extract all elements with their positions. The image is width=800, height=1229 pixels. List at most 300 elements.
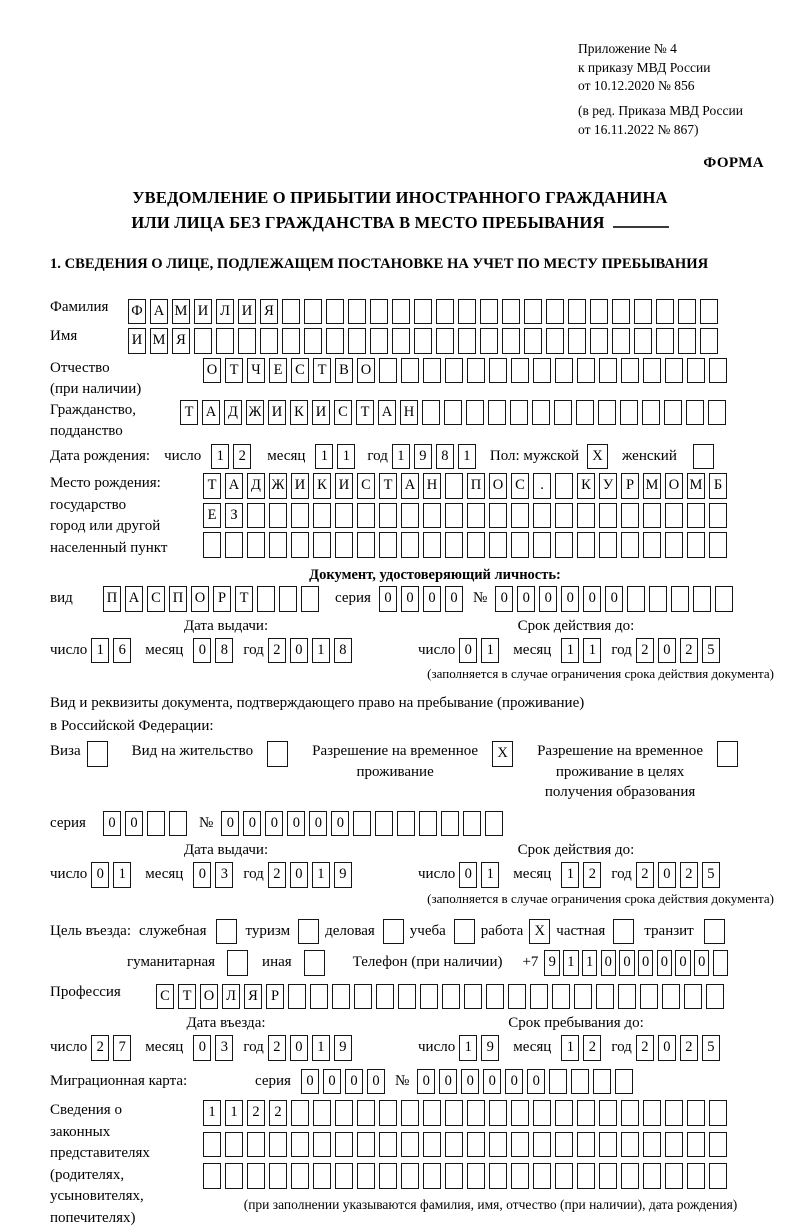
char-cell[interactable] bbox=[441, 811, 459, 837]
char-cell[interactable] bbox=[313, 503, 331, 529]
char-cell[interactable] bbox=[599, 358, 617, 384]
char-cell[interactable] bbox=[247, 1163, 265, 1189]
char-cell[interactable] bbox=[335, 1100, 353, 1126]
char-cell[interactable] bbox=[577, 358, 595, 384]
char-cell[interactable] bbox=[486, 984, 504, 1010]
char-cell[interactable] bbox=[376, 984, 394, 1010]
char-cell[interactable] bbox=[260, 328, 278, 354]
char-cell[interactable] bbox=[467, 1100, 485, 1126]
char-cell[interactable]: С bbox=[156, 984, 174, 1010]
char-cell[interactable] bbox=[598, 400, 616, 426]
char-cell[interactable] bbox=[665, 358, 683, 384]
char-cell[interactable] bbox=[436, 328, 454, 354]
char-cell[interactable] bbox=[555, 503, 573, 529]
char-cell[interactable]: М bbox=[687, 473, 705, 499]
char-cell[interactable]: С bbox=[511, 473, 529, 499]
char-cell[interactable] bbox=[467, 503, 485, 529]
char-cell[interactable]: 0 bbox=[287, 811, 305, 837]
purpose-official-checkbox[interactable] bbox=[216, 919, 237, 945]
char-cell[interactable]: 0 bbox=[301, 1069, 319, 1095]
purpose-tourism-checkbox[interactable] bbox=[298, 919, 319, 945]
char-cell[interactable]: 0 bbox=[331, 811, 349, 837]
char-cell[interactable]: Д bbox=[247, 473, 265, 499]
char-cell[interactable]: 5 bbox=[702, 638, 720, 664]
char-cell[interactable] bbox=[687, 1163, 705, 1189]
char-cell[interactable]: 1 bbox=[315, 444, 333, 470]
char-cell[interactable]: 1 bbox=[312, 862, 330, 888]
char-cell[interactable]: Н bbox=[400, 400, 418, 426]
char-cell[interactable] bbox=[665, 503, 683, 529]
char-cell[interactable]: 0 bbox=[561, 586, 579, 612]
char-cell[interactable] bbox=[599, 1163, 617, 1189]
char-cell[interactable] bbox=[643, 358, 661, 384]
char-cell[interactable] bbox=[269, 532, 287, 558]
char-cell[interactable] bbox=[577, 1132, 595, 1158]
char-cell[interactable] bbox=[375, 811, 393, 837]
char-cell[interactable]: 0 bbox=[417, 1069, 435, 1095]
char-cell[interactable]: 6 bbox=[113, 638, 131, 664]
char-cell[interactable]: Ф bbox=[128, 299, 146, 325]
char-cell[interactable]: 0 bbox=[483, 1069, 501, 1095]
char-cell[interactable]: 0 bbox=[527, 1069, 545, 1095]
char-cell[interactable]: 0 bbox=[675, 950, 691, 976]
char-cell[interactable] bbox=[458, 299, 476, 325]
char-cell[interactable] bbox=[313, 532, 331, 558]
char-cell[interactable] bbox=[379, 1163, 397, 1189]
char-cell[interactable]: И bbox=[291, 473, 309, 499]
char-cell[interactable] bbox=[590, 328, 608, 354]
char-cell[interactable]: О bbox=[489, 473, 507, 499]
char-cell[interactable]: 0 bbox=[193, 1035, 211, 1061]
char-cell[interactable]: 2 bbox=[268, 1035, 286, 1061]
char-cell[interactable] bbox=[511, 1132, 529, 1158]
char-cell[interactable] bbox=[423, 358, 441, 384]
char-cell[interactable] bbox=[291, 1163, 309, 1189]
char-cell[interactable] bbox=[621, 532, 639, 558]
char-cell[interactable] bbox=[489, 503, 507, 529]
char-cell[interactable] bbox=[445, 1163, 463, 1189]
char-cell[interactable] bbox=[511, 358, 529, 384]
char-cell[interactable]: А bbox=[202, 400, 220, 426]
char-cell[interactable] bbox=[194, 328, 212, 354]
char-cell[interactable] bbox=[643, 1100, 661, 1126]
char-cell[interactable]: 0 bbox=[345, 1069, 363, 1095]
char-cell[interactable] bbox=[225, 1163, 243, 1189]
char-cell[interactable] bbox=[203, 1132, 221, 1158]
char-cell[interactable]: 1 bbox=[582, 950, 598, 976]
char-cell[interactable] bbox=[466, 400, 484, 426]
char-cell[interactable] bbox=[423, 1132, 441, 1158]
char-cell[interactable] bbox=[700, 299, 718, 325]
char-cell[interactable]: У bbox=[599, 473, 617, 499]
char-cell[interactable]: 0 bbox=[265, 811, 283, 837]
char-cell[interactable]: Т bbox=[379, 473, 397, 499]
char-cell[interactable] bbox=[621, 358, 639, 384]
char-cell[interactable]: 0 bbox=[379, 586, 397, 612]
char-cell[interactable]: 0 bbox=[694, 950, 710, 976]
char-cell[interactable]: И bbox=[194, 299, 212, 325]
char-cell[interactable] bbox=[502, 328, 520, 354]
char-cell[interactable]: 1 bbox=[203, 1100, 221, 1126]
char-cell[interactable] bbox=[533, 532, 551, 558]
char-cell[interactable] bbox=[555, 1132, 573, 1158]
char-cell[interactable]: 8 bbox=[334, 638, 352, 664]
char-cell[interactable]: 0 bbox=[658, 1035, 676, 1061]
purpose-transit-checkbox[interactable] bbox=[704, 919, 725, 945]
char-cell[interactable]: Т bbox=[235, 586, 253, 612]
char-cell[interactable] bbox=[709, 358, 727, 384]
char-cell[interactable]: И bbox=[268, 400, 286, 426]
char-cell[interactable]: 1 bbox=[392, 444, 410, 470]
char-cell[interactable] bbox=[489, 1163, 507, 1189]
char-cell[interactable] bbox=[423, 532, 441, 558]
char-cell[interactable]: 0 bbox=[309, 811, 327, 837]
char-cell[interactable] bbox=[489, 358, 507, 384]
char-cell[interactable] bbox=[577, 532, 595, 558]
char-cell[interactable]: 9 bbox=[334, 862, 352, 888]
char-cell[interactable] bbox=[533, 503, 551, 529]
char-cell[interactable] bbox=[313, 1132, 331, 1158]
char-cell[interactable]: П bbox=[467, 473, 485, 499]
char-cell[interactable] bbox=[354, 984, 372, 1010]
char-cell[interactable] bbox=[282, 328, 300, 354]
char-cell[interactable] bbox=[401, 1132, 419, 1158]
char-cell[interactable] bbox=[247, 503, 265, 529]
char-cell[interactable] bbox=[533, 1132, 551, 1158]
char-cell[interactable]: 1 bbox=[583, 638, 601, 664]
char-cell[interactable] bbox=[203, 1163, 221, 1189]
char-cell[interactable] bbox=[301, 586, 319, 612]
char-cell[interactable] bbox=[401, 358, 419, 384]
char-cell[interactable] bbox=[401, 532, 419, 558]
char-cell[interactable]: 0 bbox=[290, 1035, 308, 1061]
char-cell[interactable] bbox=[489, 1132, 507, 1158]
char-cell[interactable]: 0 bbox=[495, 586, 513, 612]
char-cell[interactable] bbox=[555, 532, 573, 558]
char-cell[interactable] bbox=[357, 1132, 375, 1158]
char-cell[interactable] bbox=[422, 400, 440, 426]
char-cell[interactable] bbox=[313, 1163, 331, 1189]
visa-checkbox[interactable] bbox=[87, 741, 108, 767]
char-cell[interactable]: Л bbox=[216, 299, 234, 325]
char-cell[interactable] bbox=[463, 811, 481, 837]
char-cell[interactable]: 2 bbox=[680, 862, 698, 888]
char-cell[interactable] bbox=[335, 1132, 353, 1158]
char-cell[interactable] bbox=[593, 1069, 611, 1095]
char-cell[interactable]: 1 bbox=[561, 1035, 579, 1061]
char-cell[interactable] bbox=[357, 1100, 375, 1126]
char-cell[interactable]: 0 bbox=[638, 950, 654, 976]
char-cell[interactable] bbox=[510, 400, 528, 426]
char-cell[interactable] bbox=[643, 503, 661, 529]
char-cell[interactable] bbox=[203, 532, 221, 558]
char-cell[interactable]: Т bbox=[313, 358, 331, 384]
char-cell[interactable]: О bbox=[203, 358, 221, 384]
char-cell[interactable]: 0 bbox=[459, 638, 477, 664]
char-cell[interactable] bbox=[423, 1163, 441, 1189]
char-cell[interactable]: З bbox=[225, 503, 243, 529]
char-cell[interactable] bbox=[445, 358, 463, 384]
char-cell[interactable] bbox=[257, 586, 275, 612]
char-cell[interactable] bbox=[546, 299, 564, 325]
temp-residence-education-checkbox[interactable] bbox=[717, 741, 738, 767]
char-cell[interactable] bbox=[436, 299, 454, 325]
char-cell[interactable] bbox=[169, 811, 187, 837]
char-cell[interactable] bbox=[423, 1100, 441, 1126]
char-cell[interactable]: 0 bbox=[193, 638, 211, 664]
purpose-study-checkbox[interactable] bbox=[454, 919, 475, 945]
char-cell[interactable] bbox=[379, 1100, 397, 1126]
char-cell[interactable] bbox=[576, 400, 594, 426]
char-cell[interactable] bbox=[511, 503, 529, 529]
char-cell[interactable] bbox=[397, 811, 415, 837]
char-cell[interactable] bbox=[288, 984, 306, 1010]
char-cell[interactable] bbox=[392, 299, 410, 325]
char-cell[interactable] bbox=[419, 811, 437, 837]
char-cell[interactable] bbox=[642, 400, 660, 426]
char-cell[interactable] bbox=[621, 1132, 639, 1158]
char-cell[interactable] bbox=[502, 299, 520, 325]
char-cell[interactable]: П bbox=[103, 586, 121, 612]
char-cell[interactable] bbox=[664, 400, 682, 426]
char-cell[interactable]: 0 bbox=[445, 586, 463, 612]
char-cell[interactable] bbox=[379, 358, 397, 384]
char-cell[interactable] bbox=[687, 358, 705, 384]
char-cell[interactable]: И bbox=[128, 328, 146, 354]
char-cell[interactable]: 0 bbox=[605, 586, 623, 612]
char-cell[interactable] bbox=[555, 358, 573, 384]
char-cell[interactable]: 1 bbox=[312, 1035, 330, 1061]
char-cell[interactable] bbox=[530, 984, 548, 1010]
char-cell[interactable] bbox=[442, 984, 460, 1010]
char-cell[interactable] bbox=[313, 1100, 331, 1126]
char-cell[interactable]: Т bbox=[356, 400, 374, 426]
char-cell[interactable]: 0 bbox=[193, 862, 211, 888]
char-cell[interactable] bbox=[634, 328, 652, 354]
char-cell[interactable]: 2 bbox=[247, 1100, 265, 1126]
char-cell[interactable] bbox=[686, 400, 704, 426]
char-cell[interactable]: О bbox=[357, 358, 375, 384]
char-cell[interactable]: 0 bbox=[517, 586, 535, 612]
char-cell[interactable]: Я bbox=[244, 984, 262, 1010]
char-cell[interactable] bbox=[348, 328, 366, 354]
char-cell[interactable] bbox=[643, 1132, 661, 1158]
char-cell[interactable]: 0 bbox=[658, 862, 676, 888]
char-cell[interactable] bbox=[599, 532, 617, 558]
char-cell[interactable]: Т bbox=[180, 400, 198, 426]
char-cell[interactable] bbox=[423, 503, 441, 529]
char-cell[interactable]: 0 bbox=[103, 811, 121, 837]
char-cell[interactable]: Р bbox=[266, 984, 284, 1010]
char-cell[interactable]: 0 bbox=[619, 950, 635, 976]
char-cell[interactable] bbox=[370, 328, 388, 354]
char-cell[interactable] bbox=[662, 984, 680, 1010]
char-cell[interactable]: 1 bbox=[459, 1035, 477, 1061]
char-cell[interactable] bbox=[291, 1132, 309, 1158]
char-cell[interactable] bbox=[291, 1100, 309, 1126]
char-cell[interactable]: 9 bbox=[414, 444, 432, 470]
char-cell[interactable] bbox=[458, 328, 476, 354]
char-cell[interactable] bbox=[401, 1100, 419, 1126]
char-cell[interactable] bbox=[488, 400, 506, 426]
char-cell[interactable] bbox=[678, 328, 696, 354]
char-cell[interactable] bbox=[445, 473, 463, 499]
char-cell[interactable]: С bbox=[357, 473, 375, 499]
char-cell[interactable] bbox=[549, 1069, 567, 1095]
char-cell[interactable] bbox=[554, 400, 572, 426]
purpose-work-checkbox[interactable]: X bbox=[529, 919, 550, 945]
char-cell[interactable] bbox=[574, 984, 592, 1010]
char-cell[interactable] bbox=[247, 1132, 265, 1158]
char-cell[interactable] bbox=[532, 400, 550, 426]
char-cell[interactable] bbox=[348, 299, 366, 325]
char-cell[interactable]: 2 bbox=[636, 638, 654, 664]
char-cell[interactable] bbox=[332, 984, 350, 1010]
char-cell[interactable]: Е bbox=[203, 503, 221, 529]
char-cell[interactable] bbox=[665, 1100, 683, 1126]
char-cell[interactable] bbox=[577, 503, 595, 529]
char-cell[interactable]: 1 bbox=[481, 862, 499, 888]
char-cell[interactable]: А bbox=[378, 400, 396, 426]
char-cell[interactable]: А bbox=[125, 586, 143, 612]
char-cell[interactable] bbox=[555, 1163, 573, 1189]
char-cell[interactable]: Я bbox=[172, 328, 190, 354]
char-cell[interactable]: 1 bbox=[561, 638, 579, 664]
char-cell[interactable] bbox=[715, 586, 733, 612]
char-cell[interactable]: П bbox=[169, 586, 187, 612]
char-cell[interactable]: И bbox=[335, 473, 353, 499]
char-cell[interactable] bbox=[398, 984, 416, 1010]
char-cell[interactable]: Л bbox=[222, 984, 240, 1010]
char-cell[interactable]: 2 bbox=[636, 1035, 654, 1061]
char-cell[interactable]: 2 bbox=[583, 862, 601, 888]
char-cell[interactable] bbox=[599, 1100, 617, 1126]
char-cell[interactable] bbox=[709, 1163, 727, 1189]
char-cell[interactable]: 0 bbox=[423, 586, 441, 612]
char-cell[interactable] bbox=[444, 400, 462, 426]
char-cell[interactable] bbox=[552, 984, 570, 1010]
char-cell[interactable]: 0 bbox=[439, 1069, 457, 1095]
char-cell[interactable] bbox=[467, 358, 485, 384]
char-cell[interactable]: 0 bbox=[125, 811, 143, 837]
char-cell[interactable]: 1 bbox=[91, 638, 109, 664]
char-cell[interactable]: С bbox=[291, 358, 309, 384]
char-cell[interactable]: Р bbox=[621, 473, 639, 499]
char-cell[interactable]: 5 bbox=[702, 1035, 720, 1061]
char-cell[interactable] bbox=[620, 400, 638, 426]
char-cell[interactable] bbox=[599, 503, 617, 529]
char-cell[interactable] bbox=[709, 1132, 727, 1158]
char-cell[interactable] bbox=[687, 532, 705, 558]
char-cell[interactable]: Ж bbox=[269, 473, 287, 499]
char-cell[interactable]: 1 bbox=[458, 444, 476, 470]
char-cell[interactable]: 9 bbox=[481, 1035, 499, 1061]
char-cell[interactable] bbox=[467, 532, 485, 558]
purpose-private-checkbox[interactable] bbox=[613, 919, 634, 945]
char-cell[interactable]: 2 bbox=[680, 1035, 698, 1061]
char-cell[interactable] bbox=[304, 299, 322, 325]
char-cell[interactable] bbox=[335, 1163, 353, 1189]
char-cell[interactable] bbox=[414, 328, 432, 354]
char-cell[interactable]: О bbox=[200, 984, 218, 1010]
char-cell[interactable] bbox=[467, 1163, 485, 1189]
char-cell[interactable] bbox=[590, 299, 608, 325]
temp-residence-checkbox[interactable]: X bbox=[492, 741, 513, 767]
char-cell[interactable] bbox=[379, 503, 397, 529]
char-cell[interactable]: Б bbox=[709, 473, 727, 499]
char-cell[interactable]: 0 bbox=[539, 586, 557, 612]
char-cell[interactable] bbox=[571, 1069, 589, 1095]
char-cell[interactable]: 0 bbox=[505, 1069, 523, 1095]
char-cell[interactable] bbox=[392, 328, 410, 354]
char-cell[interactable]: К bbox=[313, 473, 331, 499]
char-cell[interactable] bbox=[291, 532, 309, 558]
char-cell[interactable] bbox=[511, 1163, 529, 1189]
char-cell[interactable] bbox=[291, 503, 309, 529]
char-cell[interactable] bbox=[627, 586, 645, 612]
char-cell[interactable]: К bbox=[577, 473, 595, 499]
char-cell[interactable] bbox=[713, 950, 729, 976]
char-cell[interactable]: 2 bbox=[268, 638, 286, 664]
char-cell[interactable]: 2 bbox=[91, 1035, 109, 1061]
char-cell[interactable] bbox=[511, 532, 529, 558]
char-cell[interactable]: 1 bbox=[481, 638, 499, 664]
char-cell[interactable]: 1 bbox=[561, 862, 579, 888]
char-cell[interactable]: М bbox=[643, 473, 661, 499]
char-cell[interactable]: Т bbox=[178, 984, 196, 1010]
char-cell[interactable] bbox=[269, 1163, 287, 1189]
char-cell[interactable] bbox=[665, 532, 683, 558]
char-cell[interactable] bbox=[533, 1100, 551, 1126]
char-cell[interactable] bbox=[445, 1132, 463, 1158]
char-cell[interactable]: О bbox=[665, 473, 683, 499]
char-cell[interactable] bbox=[555, 1100, 573, 1126]
char-cell[interactable]: Д bbox=[224, 400, 242, 426]
char-cell[interactable] bbox=[546, 328, 564, 354]
char-cell[interactable] bbox=[225, 1132, 243, 1158]
char-cell[interactable] bbox=[577, 1163, 595, 1189]
char-cell[interactable]: Т bbox=[203, 473, 221, 499]
char-cell[interactable] bbox=[489, 532, 507, 558]
char-cell[interactable]: 0 bbox=[601, 950, 617, 976]
char-cell[interactable]: К bbox=[290, 400, 308, 426]
char-cell[interactable]: 5 bbox=[702, 862, 720, 888]
char-cell[interactable] bbox=[533, 358, 551, 384]
char-cell[interactable] bbox=[310, 984, 328, 1010]
char-cell[interactable]: А bbox=[225, 473, 243, 499]
char-cell[interactable]: 2 bbox=[583, 1035, 601, 1061]
char-cell[interactable]: 0 bbox=[323, 1069, 341, 1095]
char-cell[interactable]: Я bbox=[260, 299, 278, 325]
char-cell[interactable] bbox=[706, 984, 724, 1010]
purpose-humanitarian-checkbox[interactable] bbox=[227, 950, 248, 976]
char-cell[interactable] bbox=[709, 1100, 727, 1126]
char-cell[interactable]: 0 bbox=[461, 1069, 479, 1095]
char-cell[interactable]: Ж bbox=[246, 400, 264, 426]
char-cell[interactable]: А bbox=[150, 299, 168, 325]
char-cell[interactable] bbox=[656, 299, 674, 325]
char-cell[interactable] bbox=[247, 532, 265, 558]
char-cell[interactable]: 1 bbox=[563, 950, 579, 976]
char-cell[interactable] bbox=[687, 1100, 705, 1126]
char-cell[interactable] bbox=[420, 984, 438, 1010]
char-cell[interactable]: 3 bbox=[215, 862, 233, 888]
char-cell[interactable] bbox=[269, 503, 287, 529]
char-cell[interactable] bbox=[643, 1163, 661, 1189]
char-cell[interactable] bbox=[445, 503, 463, 529]
char-cell[interactable] bbox=[621, 1163, 639, 1189]
char-cell[interactable] bbox=[511, 1100, 529, 1126]
